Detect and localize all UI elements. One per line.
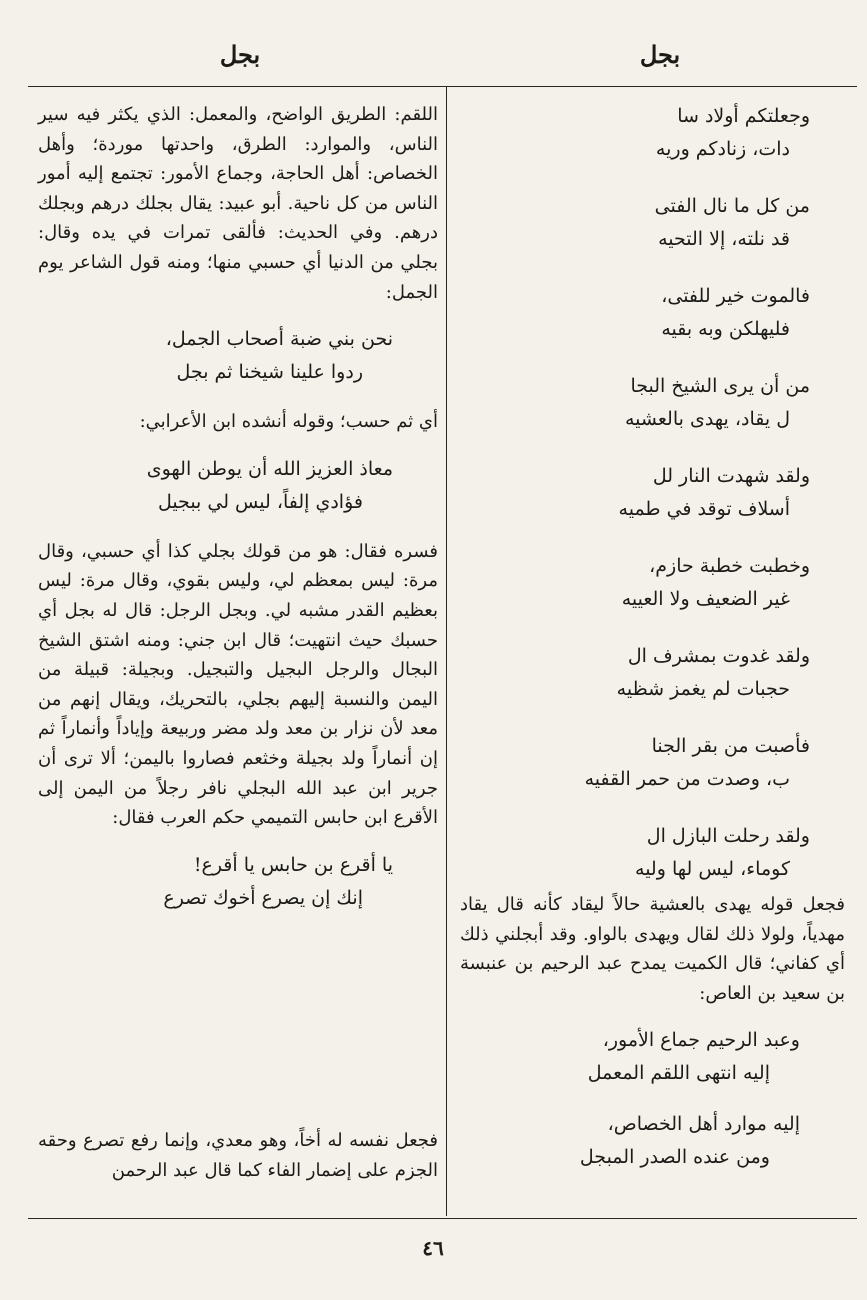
poem-line: فأصبت من بقر الجنا <box>651 735 810 757</box>
verse-block <box>38 323 438 389</box>
verse-line: يا أقرع بن حابس يا أقرع! <box>193 853 393 876</box>
left-column <box>38 100 438 933</box>
poem-line: وخطبت خطبة حازم، <box>649 555 810 577</box>
poem-line: ولقد شهدت النار لل <box>652 465 810 487</box>
poem-line: دات، زنادكم وريه <box>655 138 790 160</box>
verse-line: إليه انتهى اللقم المعمل <box>587 1062 770 1085</box>
commentary-paragraph: أي ثم حسب؛ وقوله أنشده ابن الأعرابي: <box>139 411 438 433</box>
poem-stanza <box>460 100 845 166</box>
right-column-commentary <box>460 890 845 1192</box>
poem-stanza <box>460 190 845 256</box>
verse-block <box>38 849 438 915</box>
poem-line: فالموت خير للفتى، <box>661 285 810 307</box>
verse-line: ومن عنده الصدر المبجل <box>579 1146 770 1169</box>
page-number: ٤٦ <box>422 1236 444 1260</box>
poem-line: فليهلكن وبه بقيه <box>661 318 790 340</box>
verse-block <box>460 1024 845 1090</box>
poem-line: كوماء، ليس لها وليه <box>635 858 790 880</box>
verse-line: وعبد الرحيم جماع الأمور، <box>602 1029 800 1052</box>
poem-line: وجعلتكم أولاد سا <box>677 105 810 127</box>
poem-line: ب، وصدت من حمر القفيه <box>584 768 790 790</box>
verse-line: نحن بني ضبة أصحاب الجمل، <box>165 328 393 351</box>
poem-line: أسلاف توقد في طميه <box>618 498 790 520</box>
poem-stanza <box>460 280 845 346</box>
poem-stanza <box>460 820 845 886</box>
right-column-poem <box>460 100 845 910</box>
poem-stanza <box>460 460 845 526</box>
poem-stanza <box>460 550 845 616</box>
header-word-right: بجل <box>639 40 681 69</box>
poem-line: حجبات لم يغمز شظيه <box>616 678 790 700</box>
commentary-paragraph: فجعل قوله يهدى بالعشية حالاً ليقاد كأنه قال يقاد مهدياً، ولولا ذلك لقال ويهدى بالواو. وقد أبجلني ذلك أي كفاني؛ قال الكميت يمدح عبد الرحيم بن عنبسة بن سعيد بن العاص: <box>460 894 845 1004</box>
verse-line: فؤادي إلفاً، ليس لي ببجيل <box>157 490 363 513</box>
verse-line: معاذ العزيز الله أن يوطن الهوى <box>146 457 393 480</box>
footer-rule <box>28 1218 857 1219</box>
poem-line: قد نلته، إلا التحيه <box>658 228 790 250</box>
commentary-paragraph: فجعل نفسه له أخاً، وهو معدي، وإنما رفع تصرع وحقه الجزم على إضمار الفاء كما قال عبد الرحمن <box>38 1130 438 1181</box>
left-column-end <box>38 1126 438 1185</box>
poem-line: من أن يرى الشيخ البجا <box>630 375 810 397</box>
verse-line: إنك إن يصرع أخوك تصرع <box>163 886 363 909</box>
commentary-paragraph: فسره فقال: هو من قولك بجلي كذا أي حسبي، وقال مرة: ليس بمعظم لي، وليس بقوي، وقال مرة: ليس بعظيم القدر مشبه لي. وبجل الرجل: قال له بجل أي حسبك حيث انتهيت؛ قال ابن جني: ومنه اشتق الشيخ البجال والرجل البجيل والتبجيل. وبجيلة: قبيلة من اليمن والنسبة إليهم بجلي، بالتحريك، ويقال إنهم من معد لأن نزار بن معد ولد مضر وربيعة وإياداً وأنماراً ثم إن أنماراً ولد بجيلة وخثعم فصاروا باليمن؛ ألا ترى أن جرير ابن عبد الله البجلي نافر رجلاً من اليمن إلى الأقرع ابن حابس التميمي حكم العرب فقال: <box>38 540 438 829</box>
verse-line: إليه موارد أهل الخصاص، <box>607 1113 800 1136</box>
header-rule <box>28 86 857 87</box>
header-word-left: بجل <box>219 40 261 69</box>
poem-line: ولقد غدوت بمشرف ال <box>627 645 810 667</box>
column-divider <box>446 86 447 1216</box>
poem-line: ولقد رحلت البازل ال <box>646 825 810 847</box>
poem-stanza <box>460 370 845 436</box>
poem-line: غير الضعيف ولا العييه <box>621 588 790 610</box>
verse-block <box>38 453 438 519</box>
poem-stanza <box>460 730 845 796</box>
verse-line: ردوا علينا شيخنا ثم بجل <box>176 361 363 384</box>
verse-block <box>460 1108 845 1174</box>
poem-line: ل يقاد، يهدى بالعشيه <box>625 408 790 430</box>
poem-stanza <box>460 640 845 706</box>
poem-line: من كل ما نال الفتى <box>654 195 810 217</box>
commentary-paragraph: اللقم: الطريق الواضح، والمعمل: الذي يكثر فيه سير الناس، والموارد: الطرق، واحدتها موردة؛ وأهل الخصاص: أهل الحاجة، وجماع الأمور: تجتمع إليه أمور الناس من كل ناحية. أبو عبيد: يقال بجلك درهم وبجلك درهم. وفي الحديث: فألقى تمرات في يده وقال: بجلي من الدنيا أي حسبي منها؛ ومنه قول الشاعر يوم الجمل: <box>38 104 438 303</box>
